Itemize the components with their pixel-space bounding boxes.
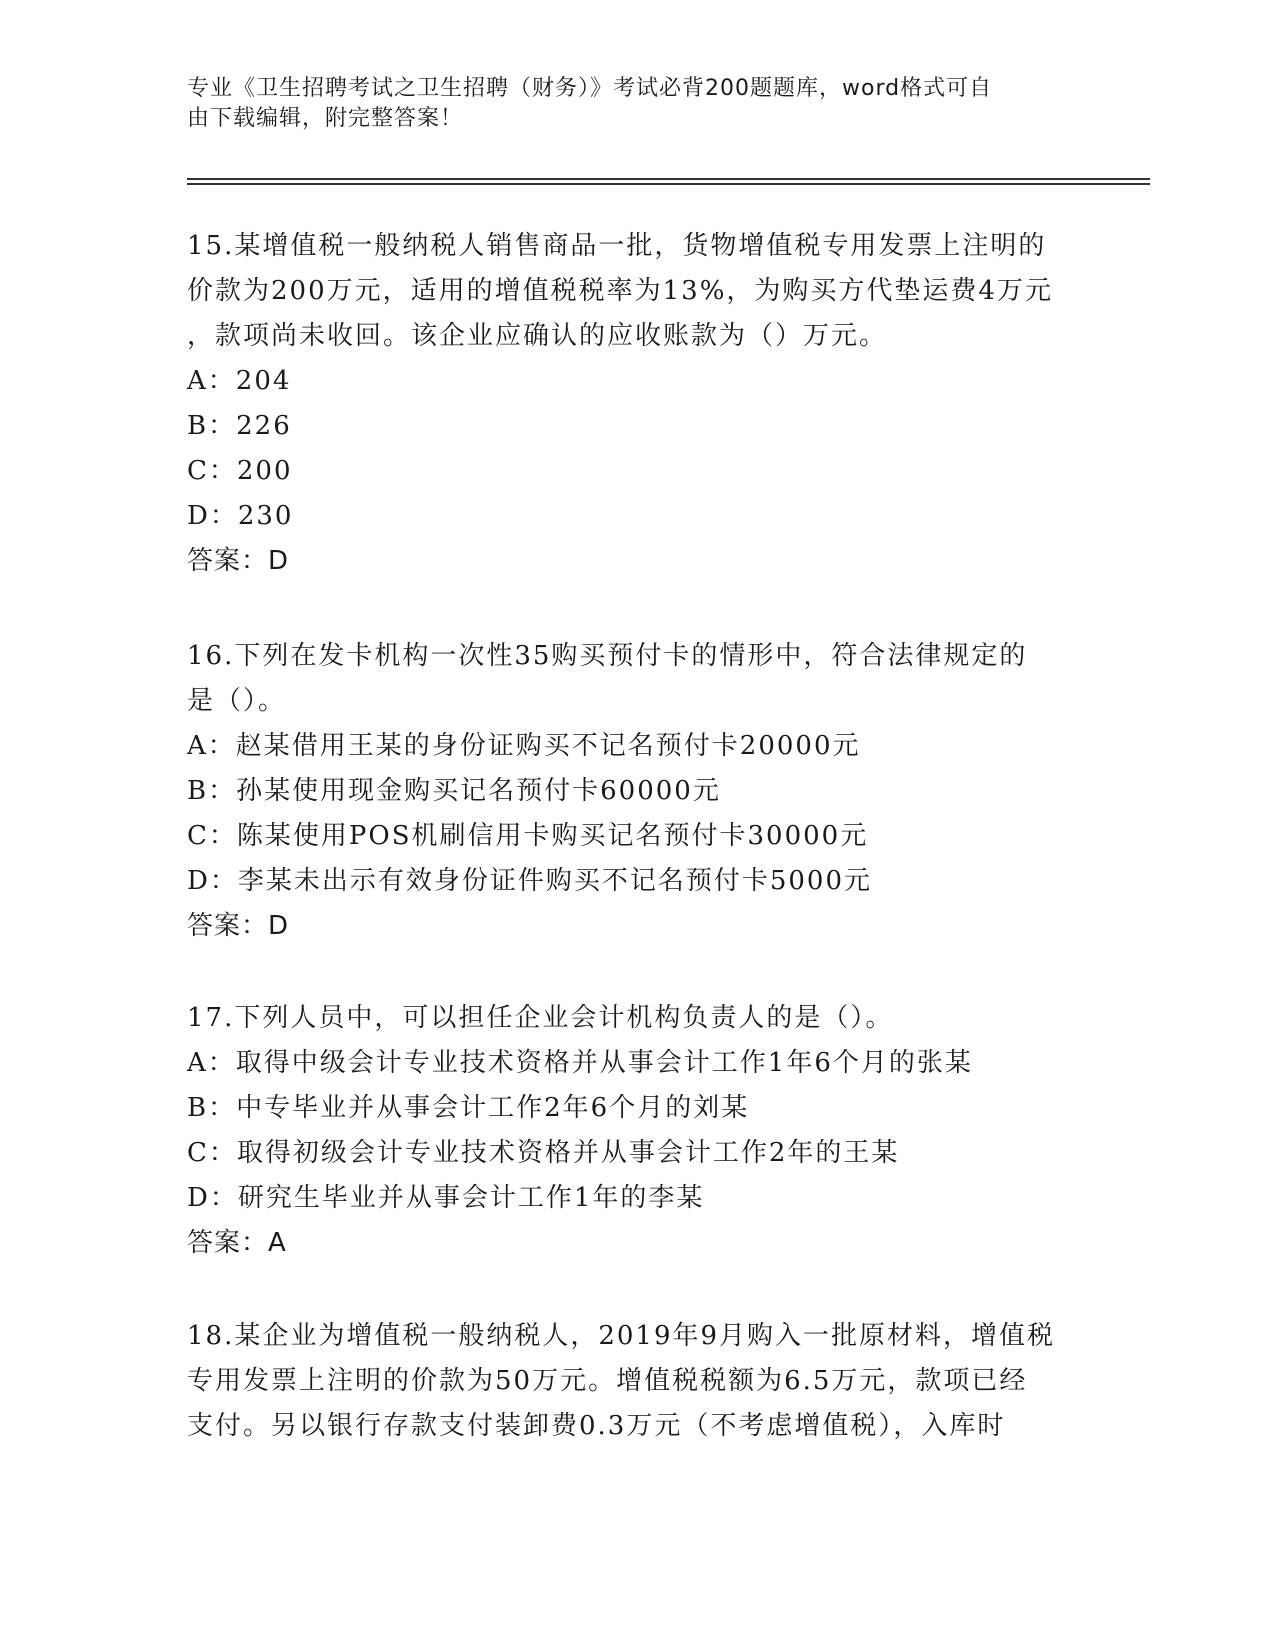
question-17 [187,996,1087,1266]
question-stem-line: 价款为200万元，适用的增值税税率为13%，为购买方代垫运费4万元 [187,276,1053,306]
option-a: A：赵某借用王某的身份证购买不记名预付卡20000元 [187,731,861,761]
question-stem-line: 18.某企业为增值税一般纳税人，2019年9月购入一批原材料，增值税 [187,1321,1056,1351]
option-a: A：204 [187,366,292,396]
question-16 [187,634,1087,949]
option-d: D：230 [187,501,294,531]
option-d: D：研究生毕业并从事会计工作1年的李某 [187,1183,705,1213]
option-a: A：取得中级会计专业技术资格并从事会计工作1年6个月的张某 [187,1048,973,1078]
question-18 [187,1314,1087,1449]
answer-line: 答案：D [187,546,290,576]
option-b: B：226 [187,411,292,441]
question-stem-line: 15.某增值税一般纳税人销售商品一批，货物增值税专用发票上注明的 [187,231,1047,261]
question-stem-line: 17.下列人员中，可以担任企业会计机构负责人的是（）。 [187,1003,894,1033]
option-c: C：取得初级会计专业技术资格并从事会计工作2年的王某 [187,1138,900,1168]
header-divider-top [187,178,1150,180]
option-b: B：孙某使用现金购买记名预付卡60000元 [187,776,721,806]
header-divider-bottom [187,183,1150,185]
option-d: D：李某未出示有效身份证件购买不记名预付卡5000元 [187,866,873,896]
question-stem-line: 专用发票上注明的价款为50万元。增值税税额为6.5万元，款项已经 [187,1366,1028,1396]
option-c: C：200 [187,456,293,486]
header-line-2: 由下载编辑，附完整答案！ [187,106,464,131]
question-stem-line: 支付。另以银行存款支付装卸费0.3万元（不考虑增值税），入库时 [187,1411,1006,1441]
question-stem-line: 16.下列在发卡机构一次性35购买预付卡的情形中，符合法律规定的 [187,641,1028,671]
header-line-1: 专业《卫生招聘考试之卫生招聘（财务）》考试必背200题题库，word格式可自 [187,76,993,101]
question-stem-line: 是（）。 [187,686,287,716]
answer-line: 答案：A [187,1228,287,1258]
option-c: C：陈某使用POS机刷信用卡购买记名预付卡30000元 [187,821,869,851]
question-15 [187,224,1087,584]
answer-line: 答案：D [187,911,290,941]
option-b: B：中专毕业并从事会计工作2年6个月的刘某 [187,1093,750,1123]
document-header [187,74,1067,134]
question-stem-line: ，款项尚未收回。该企业应确认的应收账款为（）万元。 [187,321,888,351]
